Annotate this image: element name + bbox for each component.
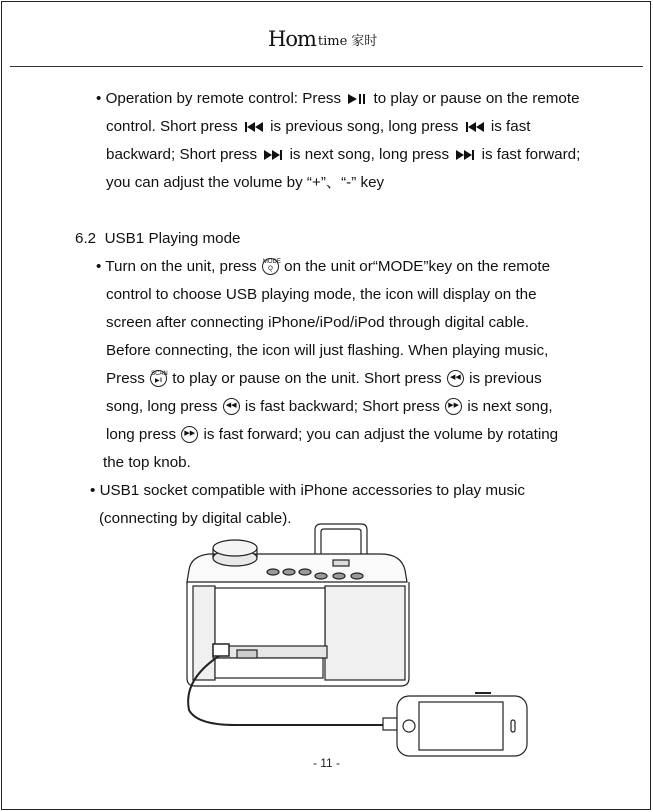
bullet-remote-line-1: • Operation by remote control: Press to play or pause on the remote (96, 90, 580, 107)
next-track-icon (263, 149, 283, 161)
logo-sub-text: time (317, 34, 348, 49)
next-button-icon: ▶▶ (445, 398, 462, 415)
usb-socket-line-1: • USB1 socket compatible with iPhone accessories to play music (90, 482, 526, 499)
usb-para-line-7: long press ▶▶ is fast forward; you can adjust the volume by rotating (106, 426, 559, 443)
next-track-icon (455, 149, 475, 161)
usb-socket-line-2: (connecting by digital cable). (99, 510, 292, 527)
usb-para-line-6: song, long press ◀◀ is fast backward; Short press ▶▶ is next song, (106, 398, 553, 415)
previous-button-icon: ◀◀ (447, 370, 464, 387)
bullet-remote-line-4: you can adjust the volume by “+”、“-” key (106, 174, 385, 191)
header-divider (10, 66, 643, 67)
play-pause-icon (347, 93, 367, 105)
bullet-remote-line-3: backward; Short press is next song, long press is fast forward; (106, 146, 581, 163)
page-number: - 11 - (312, 756, 341, 770)
brand-logo (268, 28, 377, 50)
usb-para-line-4: Before connecting, the icon will just flashing. When playing music, (106, 342, 549, 359)
mode-button-icon: MODE Q (262, 258, 279, 275)
previous-track-icon (244, 121, 264, 133)
logo-main-text: Hᴏm (268, 27, 316, 51)
previous-button-icon: ◀◀ (223, 398, 240, 415)
bullet-remote-line-2: control. Short press is previous song, long press is fast (106, 118, 531, 135)
previous-track-icon (465, 121, 485, 133)
logo-chinese-text: 家时 (351, 34, 378, 49)
usb-para-line-2: control to choose USB playing mode, the icon will display on the (106, 286, 537, 303)
usb-para-line-5: Press SCAN ▶‖ to play or pause on the unit. Short press ◀◀ is previous (106, 370, 542, 387)
section-heading: 6.2 USB1 Playing mode (75, 230, 241, 247)
usb-para-line-8: the top knob. (103, 454, 191, 471)
dock-speaker-illustration (175, 520, 535, 760)
scan-play-button-icon: SCAN ▶‖ (150, 370, 167, 387)
usb-para-line-1: • Turn on the unit, press MODE Q on the unit or“MODE”key on the remote (96, 258, 551, 275)
next-button-icon: ▶▶ (181, 426, 198, 443)
usb-para-line-3: screen after connecting iPhone/iPod/iPod through digital cable. (106, 314, 529, 331)
